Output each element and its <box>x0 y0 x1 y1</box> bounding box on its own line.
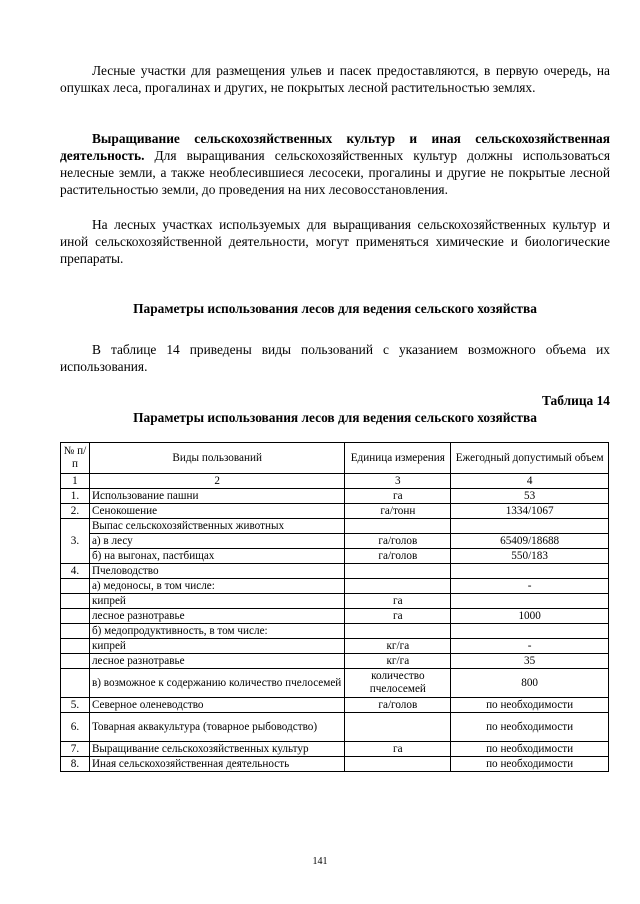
row-usage-name: в) возможное к содержанию количество пчелосемей <box>89 669 344 698</box>
row-usage-name: Товарная аквакультура (товарное рыбоводство) <box>89 713 344 742</box>
table-row <box>61 639 609 654</box>
col-number-3: 3 <box>345 474 451 489</box>
table-row <box>61 698 609 713</box>
paragraph-crops <box>60 130 610 198</box>
row-volume: 550/183 <box>451 549 609 564</box>
row-usage-name: а) медоносы, в том числе: <box>89 579 344 594</box>
row-number <box>61 579 90 594</box>
row-usage-name: лесное разнотравье <box>89 609 344 624</box>
page-number: 141 <box>312 856 328 867</box>
row-volume: 1000 <box>451 609 609 624</box>
table-row <box>61 742 609 757</box>
row-number <box>61 639 90 654</box>
row-unit <box>345 579 451 594</box>
row-volume: по необходимости <box>451 698 609 713</box>
table-row <box>61 594 609 609</box>
row-volume: 35 <box>451 654 609 669</box>
row-usage-name: Выпас сельскохозяйственных животных <box>89 519 344 534</box>
agriculture-parameters-table <box>60 442 609 772</box>
row-unit <box>345 564 451 579</box>
row-volume <box>451 594 609 609</box>
row-volume <box>451 624 609 639</box>
table-row <box>61 504 609 519</box>
row-number <box>61 594 90 609</box>
table-row <box>61 757 609 772</box>
table-row <box>61 624 609 639</box>
row-usage-name: Иная сельскохозяйственная деятельность <box>89 757 344 772</box>
table-row <box>61 564 609 579</box>
header-usage-type: Виды пользований <box>89 443 344 474</box>
row-number: 1. <box>61 489 90 504</box>
row-volume: 53 <box>451 489 609 504</box>
paragraph-chemicals: На лесных участках используемых для выращивания сельскохозяйственных культур и иной сельскохозяйственной деятельности, могут применяться химические и биологические препараты. <box>60 217 610 266</box>
row-volume: 65409/18688 <box>451 534 609 549</box>
row-unit: га <box>345 609 451 624</box>
table-header-row <box>61 443 609 474</box>
table-row <box>61 579 609 594</box>
row-volume: по необходимости <box>451 757 609 772</box>
row-usage-name: а) в лесу <box>89 534 344 549</box>
row-volume <box>451 519 609 534</box>
row-usage-name: б) на выгонах, пастбищах <box>89 549 344 564</box>
row-unit <box>345 624 451 639</box>
row-number: 2. <box>61 504 90 519</box>
header-number: № п/п <box>61 443 90 474</box>
row-number: 6. <box>61 713 90 742</box>
col-number-4: 4 <box>451 474 609 489</box>
row-number: 5. <box>61 698 90 713</box>
row-unit <box>345 713 451 742</box>
row-number: 3. <box>61 519 90 564</box>
row-usage-name: Северное оленеводство <box>89 698 344 713</box>
table-title: Параметры использования лесов для ведения сельского хозяйства <box>133 410 537 425</box>
header-annual-volume: Ежегодный допустимый объем <box>451 443 609 474</box>
row-volume: 800 <box>451 669 609 698</box>
row-unit: кг/га <box>345 639 451 654</box>
row-usage-name: кипрей <box>89 594 344 609</box>
col-number-1: 1 <box>61 474 90 489</box>
row-usage-name: Выращивание сельскохозяйственных культур <box>89 742 344 757</box>
row-usage-name: б) медопродуктивность, в том числе: <box>89 624 344 639</box>
paragraph-crops-bold-lead: Выращивание сельскохозяйственных культур и иная сельскохозяйственная деятельность. <box>60 131 610 163</box>
row-number <box>61 669 90 698</box>
table-row <box>61 654 609 669</box>
row-unit: га/голов <box>345 698 451 713</box>
row-unit: га/голов <box>345 534 451 549</box>
row-number <box>61 624 90 639</box>
row-volume: 1334/1067 <box>451 504 609 519</box>
row-unit: кг/га <box>345 654 451 669</box>
row-unit: га/голов <box>345 549 451 564</box>
table-row <box>61 519 609 534</box>
row-usage-name: кипрей <box>89 639 344 654</box>
row-unit: га <box>345 594 451 609</box>
col-number-2: 2 <box>89 474 344 489</box>
row-volume: по необходимости <box>451 713 609 742</box>
row-number: 4. <box>61 564 90 579</box>
section-heading: Параметры использования лесов для ведения сельского хозяйства <box>133 301 537 316</box>
row-unit: га <box>345 489 451 504</box>
row-usage-name: Использование пашни <box>89 489 344 504</box>
row-unit: количество пчелосемей <box>345 669 451 698</box>
paragraph-crops-text: Для выращивания сельскохозяйственных культур должны использоваться нелесные земли, а также необлесившиеся лесосеки, прогалины и другие не покрытые лесной растительностью земли, до проведения на них лесовосстановления. <box>60 148 610 197</box>
paragraph-table-intro: В таблице 14 приведены виды пользований с указанием возможного объема их использования. <box>60 342 610 374</box>
row-unit: га <box>345 742 451 757</box>
table-row <box>61 534 609 549</box>
row-number <box>61 609 90 624</box>
header-unit: Единица измерения <box>345 443 451 474</box>
table-row <box>61 609 609 624</box>
row-unit: га/тонн <box>345 504 451 519</box>
row-volume <box>451 564 609 579</box>
table-row <box>61 549 609 564</box>
row-unit <box>345 757 451 772</box>
paragraph-beehives: Лесные участки для размещения ульев и пасек предоставляются, в первую очередь, на опушках леса, прогалинах и других, не покрытых лесной растительностью землях. <box>60 63 610 95</box>
row-usage-name: Сенокошение <box>89 504 344 519</box>
row-number: 8. <box>61 757 90 772</box>
row-number: 7. <box>61 742 90 757</box>
row-usage-name: лесное разнотравье <box>89 654 344 669</box>
row-number <box>61 654 90 669</box>
row-unit <box>345 519 451 534</box>
row-volume: - <box>451 579 609 594</box>
table-row <box>61 713 609 742</box>
table-number-label: Таблица 14 <box>541 393 610 408</box>
table-row <box>61 669 609 698</box>
table-row <box>61 489 609 504</box>
row-usage-name: Пчеловодство <box>89 564 344 579</box>
row-volume: - <box>451 639 609 654</box>
row-volume: по необходимости <box>451 742 609 757</box>
table-column-numbers-row <box>61 474 609 489</box>
